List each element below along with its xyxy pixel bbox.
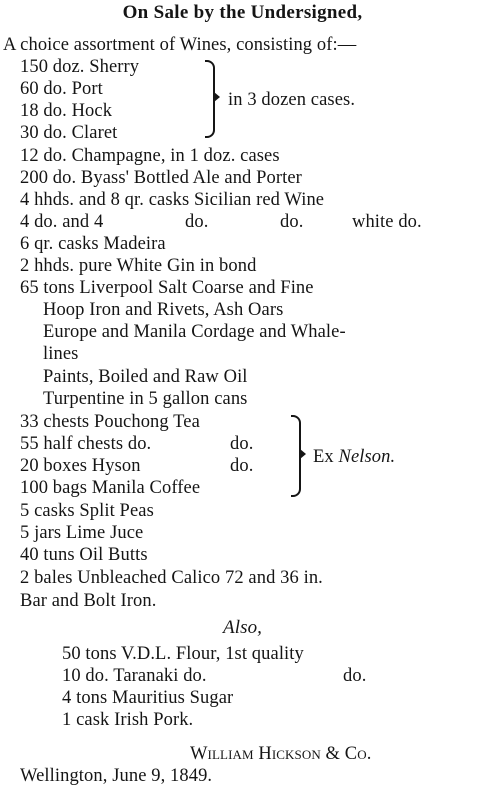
also-heading: Also, <box>222 617 263 638</box>
nelson-do: do. <box>230 456 254 476</box>
list-item: 5 casks Split Peas <box>20 501 154 521</box>
list-item: lines <box>43 344 79 364</box>
list-item: Paints, Boiled and Raw Oil <box>43 367 248 387</box>
wine-item: 18 do. Hock <box>20 101 113 121</box>
also-item: 50 tons V.D.L. Flour, 1st quality <box>62 644 304 664</box>
wines-note: in 3 dozen cases. <box>228 90 356 110</box>
ad-title: On Sale by the Undersigned, <box>122 2 363 23</box>
list-item: 2 hhds. pure White Gin in bond <box>20 256 257 276</box>
also-item: 1 cask Irish Pork. <box>62 710 194 730</box>
also-do: do. <box>343 666 367 686</box>
list-item: 4 hhds. and 8 qr. casks Sicilian red Wine <box>20 190 325 210</box>
white-wine-do: do. <box>185 212 209 232</box>
nelson-brace-tip <box>300 449 306 459</box>
nelson-item: 33 chests Pouchong Tea <box>20 412 200 432</box>
also-item: 4 tons Mauritius Sugar <box>62 688 234 708</box>
nelson-item: 20 boxes Hyson <box>20 456 141 476</box>
nelson-item: 55 half chests do. <box>20 434 152 454</box>
intro-line: A choice assortment of Wines, consisting of:— <box>3 35 357 55</box>
white-wine-qty: 4 do. and 4 <box>20 212 104 232</box>
wines-brace-tip <box>214 92 220 102</box>
wine-item: 150 doz. Sherry <box>20 57 140 77</box>
signature: William Hickson & Co. <box>190 744 372 764</box>
list-item: 5 jars Lime Juce <box>20 523 144 543</box>
list-item: 12 do. Champagne, in 1 doz. cases <box>20 146 280 166</box>
list-item: Bar and Bolt Iron. <box>20 591 157 611</box>
also-item: 10 do. Taranaki do. <box>62 666 207 686</box>
wine-item: 60 do. Port <box>20 79 103 99</box>
list-item: Hoop Iron and Rivets, Ash Oars <box>43 300 284 320</box>
list-item: 40 tuns Oil Butts <box>20 545 148 565</box>
list-item: 2 bales Unbleached Calico 72 and 36 in. <box>20 568 323 588</box>
nelson-item: 100 bags Manila Coffee <box>20 478 201 498</box>
list-item: 6 qr. casks Madeira <box>20 234 166 254</box>
list-item: 200 do. Byass' Bottled Ale and Porter <box>20 168 302 188</box>
wine-item: 30 do. Claret <box>20 123 118 143</box>
white-wine-item: white do. <box>352 212 422 232</box>
list-item: 65 tons Liverpool Salt Coarse and Fine <box>20 278 314 298</box>
nelson-do: do. <box>230 434 254 454</box>
list-item: Europe and Manila Cordage and Whale- <box>43 322 346 342</box>
dateline: Wellington, June 9, 1849. <box>20 766 213 786</box>
white-wine-do: do. <box>280 212 304 232</box>
list-item: Turpentine in 5 gallon cans <box>43 389 248 409</box>
nelson-note: Ex Nelson. <box>313 447 396 467</box>
